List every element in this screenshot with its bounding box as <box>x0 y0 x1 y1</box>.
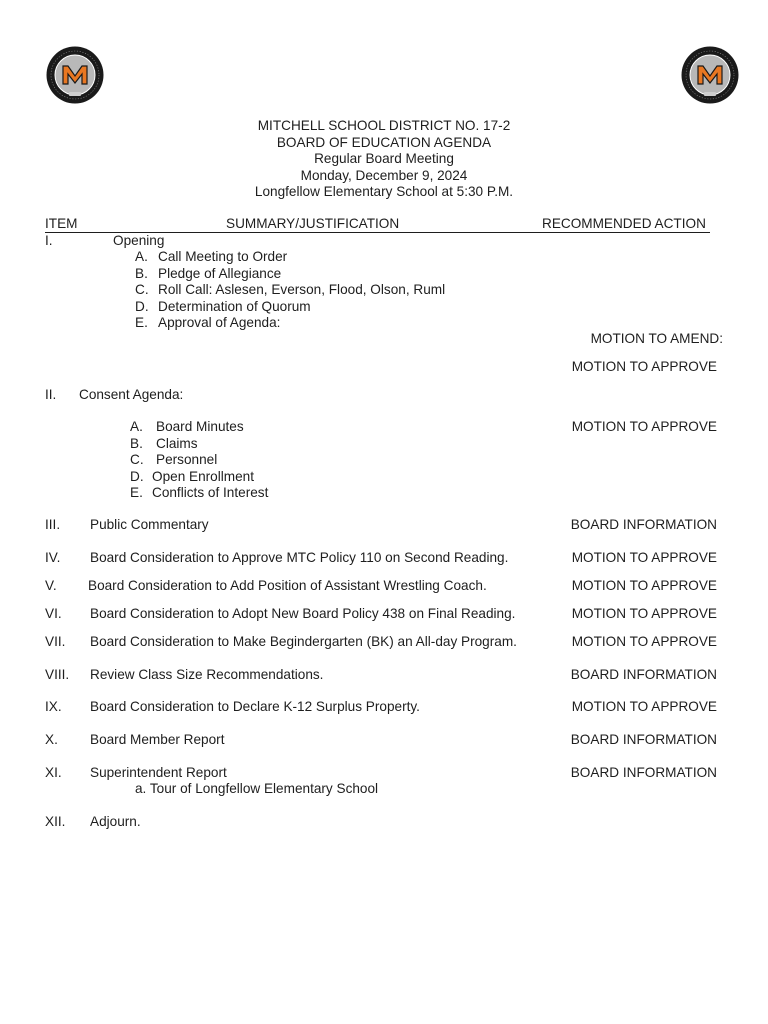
district-name: MITCHELL SCHOOL DISTRICT NO. 17-2 <box>257 118 511 133</box>
item-number: VIII. <box>45 667 70 682</box>
sub-letter: C. <box>130 452 144 467</box>
item-action: BOARD INFORMATION <box>570 667 717 682</box>
item-action: MOTION TO APPROVE <box>571 578 717 593</box>
district-seal-right <box>681 46 739 104</box>
item-title: Board Consideration to Approve MTC Policy 110 on Second Reading. <box>90 550 509 565</box>
item-number: III. <box>45 517 61 532</box>
item-number: II. <box>45 387 57 402</box>
column-header-summary: SUMMARY/JUSTIFICATION <box>226 216 400 231</box>
agenda-title: BOARD OF EDUCATION AGENDA <box>276 134 492 150</box>
item-title: Public Commentary <box>90 517 209 532</box>
sub-letter: C. <box>135 282 149 297</box>
sub-letter: B. <box>130 435 143 451</box>
item-action: BOARD INFORMATION <box>570 732 717 747</box>
item-title: Board Consideration to Declare K-12 Surplus Property. <box>90 699 420 714</box>
sub-item: Call Meeting to Order <box>158 249 288 264</box>
item-number: IV. <box>45 550 61 565</box>
district-seal-left <box>46 46 104 104</box>
sub-letter: E. <box>130 485 143 500</box>
item-number: XI. <box>45 765 62 780</box>
item-title: Board Consideration to Add Position of Assistant Wrestling Coach. <box>88 578 487 593</box>
meeting-location: Longfellow Elementary School at 5:30 P.M. <box>254 184 514 199</box>
sub-item: Claims <box>156 435 198 451</box>
sub-letter: E. <box>135 315 148 330</box>
meeting-type: Regular Board Meeting <box>314 151 454 166</box>
sub-item: Approval of Agenda: <box>158 315 281 330</box>
sub-item: Pledge of Allegiance <box>158 265 282 281</box>
sub-letter: D. <box>130 468 144 484</box>
action-approve: MOTION TO APPROVE <box>571 419 717 434</box>
item-action: MOTION TO APPROVE <box>571 606 717 621</box>
item-title: Board Consideration to Adopt New Board Policy 438 on Final Reading. <box>90 606 516 621</box>
action-amend: MOTION TO AMEND: <box>590 331 723 346</box>
item-action: MOTION TO APPROVE <box>571 550 717 565</box>
sub-item: Determination of Quorum <box>158 298 311 314</box>
sub-item: Personnel <box>156 452 218 467</box>
action-approve: MOTION TO APPROVE <box>571 359 717 374</box>
item-action: BOARD INFORMATION <box>570 517 717 532</box>
item-number: X. <box>45 732 58 747</box>
item-title: Superintendent Report <box>90 765 227 780</box>
item-number: V. <box>45 578 57 593</box>
item-action: BOARD INFORMATION <box>570 765 717 780</box>
sub-letter: A. <box>130 419 143 434</box>
item-number: VII. <box>45 634 66 649</box>
item-title: Board Consideration to Make Begindergarten (BK) an All-day Program. <box>90 634 517 649</box>
sub-letter: A. <box>135 249 148 264</box>
sub-item: Board Minutes <box>156 419 244 434</box>
item-number: I. <box>45 233 53 248</box>
item-number: VI. <box>45 606 62 621</box>
meeting-date: Monday, December 9, 2024 <box>300 167 468 183</box>
item-action: MOTION TO APPROVE <box>571 634 717 649</box>
column-header-item: ITEM <box>45 216 78 231</box>
item-number: XII. <box>45 814 66 829</box>
sub-item: Open Enrollment <box>152 468 255 484</box>
sub-letter: D. <box>135 298 149 314</box>
column-header-action: RECOMMENDED ACTION <box>542 216 706 231</box>
item-action: MOTION TO APPROVE <box>571 699 717 714</box>
item-title: Review Class Size Recommendations. <box>90 667 324 682</box>
item-number: IX. <box>45 699 62 714</box>
item-title: Adjourn. <box>90 814 141 829</box>
sub-item: Roll Call: Aslesen, Everson, Flood, Olson, Ruml <box>158 282 446 297</box>
item-title: Opening <box>113 233 165 248</box>
sub-item: a. Tour of Longfellow Elementary School <box>135 781 379 796</box>
item-title: Board Member Report <box>90 732 225 747</box>
sub-letter: B. <box>135 265 148 281</box>
item-title: Consent Agenda: <box>79 387 184 402</box>
sub-item: Conflicts of Interest <box>152 485 269 500</box>
